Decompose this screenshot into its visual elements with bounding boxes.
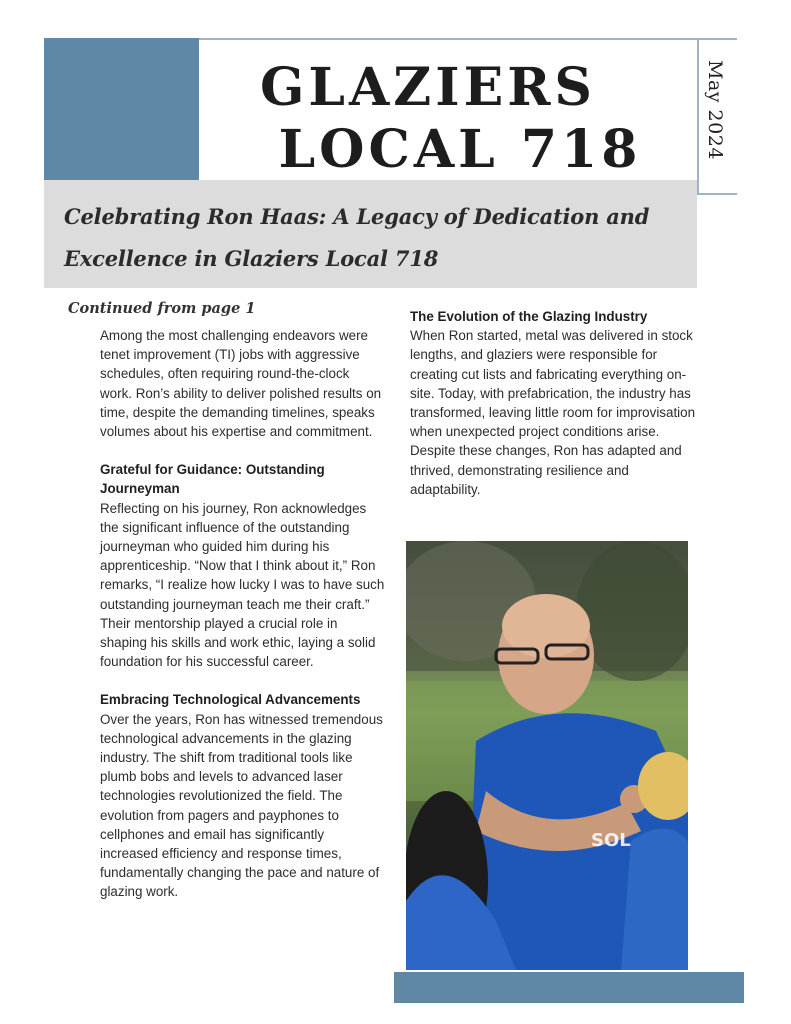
continued-note: Continued from page 1 — [68, 300, 256, 317]
masthead-rule-bottom — [697, 193, 737, 195]
section-heading-technology: Embracing Technological Advancements — [100, 692, 361, 708]
masthead-blue-block — [44, 38, 199, 180]
left-column — [100, 326, 385, 902]
masthead-title-line1: GLAZIERS — [259, 57, 596, 118]
masthead-title-line2: LOCAL 718 — [278, 119, 642, 180]
section-heading-guidance: Grateful for Guidance: Outstanding Journeyman — [100, 462, 325, 497]
ron-haas-photo — [406, 541, 688, 970]
intro-paragraph: Among the most challenging endeavors were tenet improvement (TI) jobs with aggressive schedules, often requiring round-the-clock work. Ron’s ability to deliver polished results on time, despite the demanding timelines, speaks volumes about his expertise and commitment. — [100, 328, 382, 440]
issue-date: May 2024 — [704, 60, 726, 160]
masthead-title-box — [199, 38, 697, 182]
section-heading-evolution: The Evolution of the Glazing Industry — [410, 309, 648, 324]
svg-text:SOL: SOL — [591, 830, 631, 851]
footer-blue-bar — [394, 972, 744, 1003]
section-body-evolution: When Ron started, metal was delivered in stock lengths, and glaziers were responsible for creating cut lists and fabricating everything on-site. Today, with prefabrication, the industry has transformed, leaving little room for improvisation when unexpected project conditions arise. Despite these changes, Ron has adapted and thrived, demonstrating resilience and adaptability. — [410, 328, 696, 497]
section-body-guidance: Reflecting on his journey, Ron acknowledges the significant influence of the outstanding journeyman who guided him during his apprenticeship. “Now that I think about it,” Ron remarks, “I realize how lucky I was to have such outstanding journeyman teach me their craft.” Their mentorship played a crucial role in shaping his skills and work ethic, laying a solid foundation for his successful career. — [100, 500, 385, 670]
section-body-technology: Over the years, Ron has witnessed tremendous technological advancements in the glazing industry. The shift from traditional tools like plumb bobs and levels to advanced laser technologies revolutionized the field. The evolution from pagers and payphones to cellphones and email has significantly increased efficiency and response times, fundamentally changing the pace and nature of glazing work. — [100, 711, 383, 900]
article-headline: Celebrating Ron Haas: A Legacy of Dedication and Excellence in Glaziers Local 718 — [64, 204, 650, 271]
right-column — [410, 307, 700, 499]
photo-illustration — [406, 541, 688, 970]
